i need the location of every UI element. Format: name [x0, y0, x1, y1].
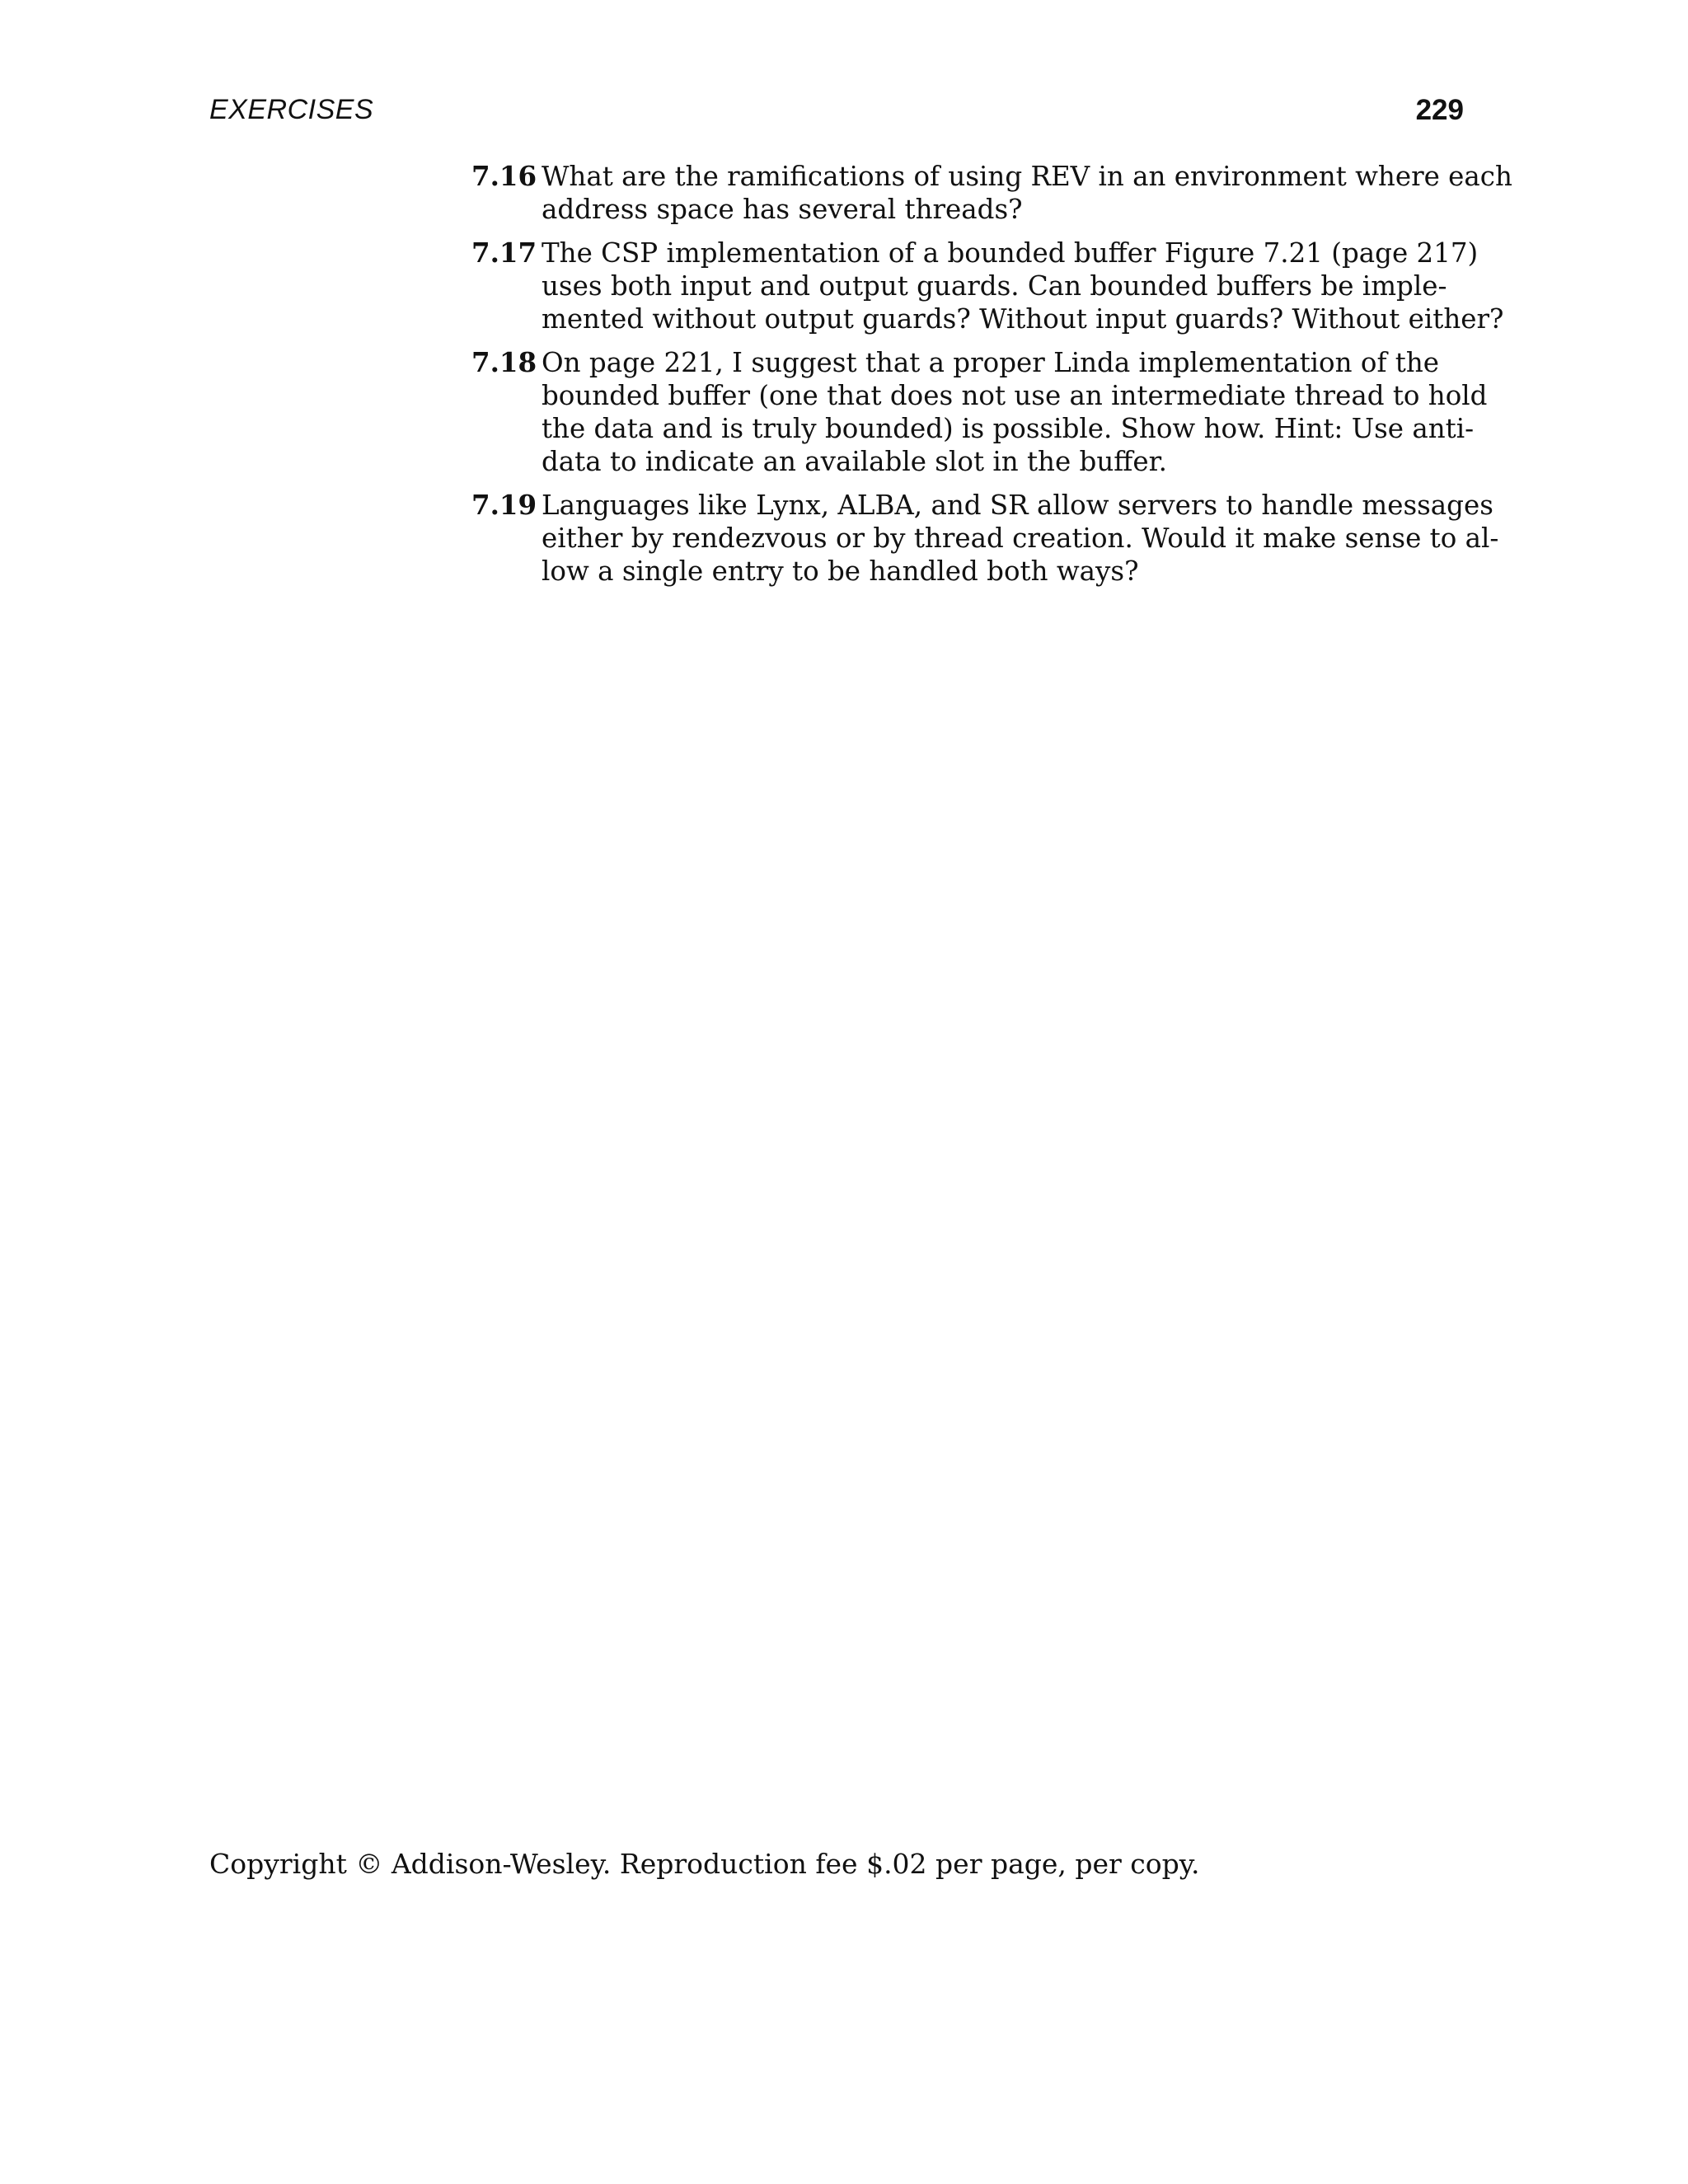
exercise-text-line: data to indicate an available slot in the buffer. [542, 446, 1167, 477]
exercise-text-line: The CSP implementation of a bounded buffer Figure 7.21 (page 217) [542, 237, 1479, 269]
exercise-list [471, 160, 1512, 598]
exercise-number: 7.18 [471, 346, 537, 378]
exercise-text-line: Languages like Lynx, ALBA, and SR allow servers to handle messages [542, 490, 1493, 521]
exercise-text-line: the data and is truly bounded) is possible. Show how. Hint: Use anti- [542, 413, 1475, 444]
exercise-text-line: What are the ramifications of using REV in an environment where each [542, 161, 1512, 192]
exercise-text-line: uses both input and output guards. Can bounded buffers be imple- [542, 270, 1447, 302]
exercise-7-18 [471, 346, 1488, 478]
exercise-number: 7.19 [471, 489, 537, 521]
exercise-number: 7.17 [471, 237, 537, 269]
exercise-text-line: either by rendezvous or by thread creation. Would it make sense to al- [542, 523, 1499, 554]
exercise-text-line: mented without output guards? Without input guards? Without either? [542, 303, 1504, 335]
exercise-text-line: bounded buffer (one that does not use an intermediate thread to hold [542, 380, 1488, 411]
exercise-7-16 [471, 160, 1512, 226]
page-number: 229 [1415, 94, 1464, 126]
running-header [209, 89, 1464, 130]
section-title: EXERCISES [209, 94, 374, 125]
exercise-text-line: On page 221, I suggest that a proper Linda implementation of the [542, 347, 1440, 378]
exercise-7-19 [471, 489, 1499, 588]
exercise-7-17 [471, 237, 1504, 335]
exercise-text-line: address space has several threads? [542, 194, 1023, 225]
exercise-text-line: low a single entry to be handled both ways? [542, 555, 1139, 587]
copyright-notice: Copyright © Addison-Wesley. Reproduction fee $.02 per page, per copy. [209, 1848, 1200, 1880]
exercise-number: 7.16 [471, 160, 537, 192]
